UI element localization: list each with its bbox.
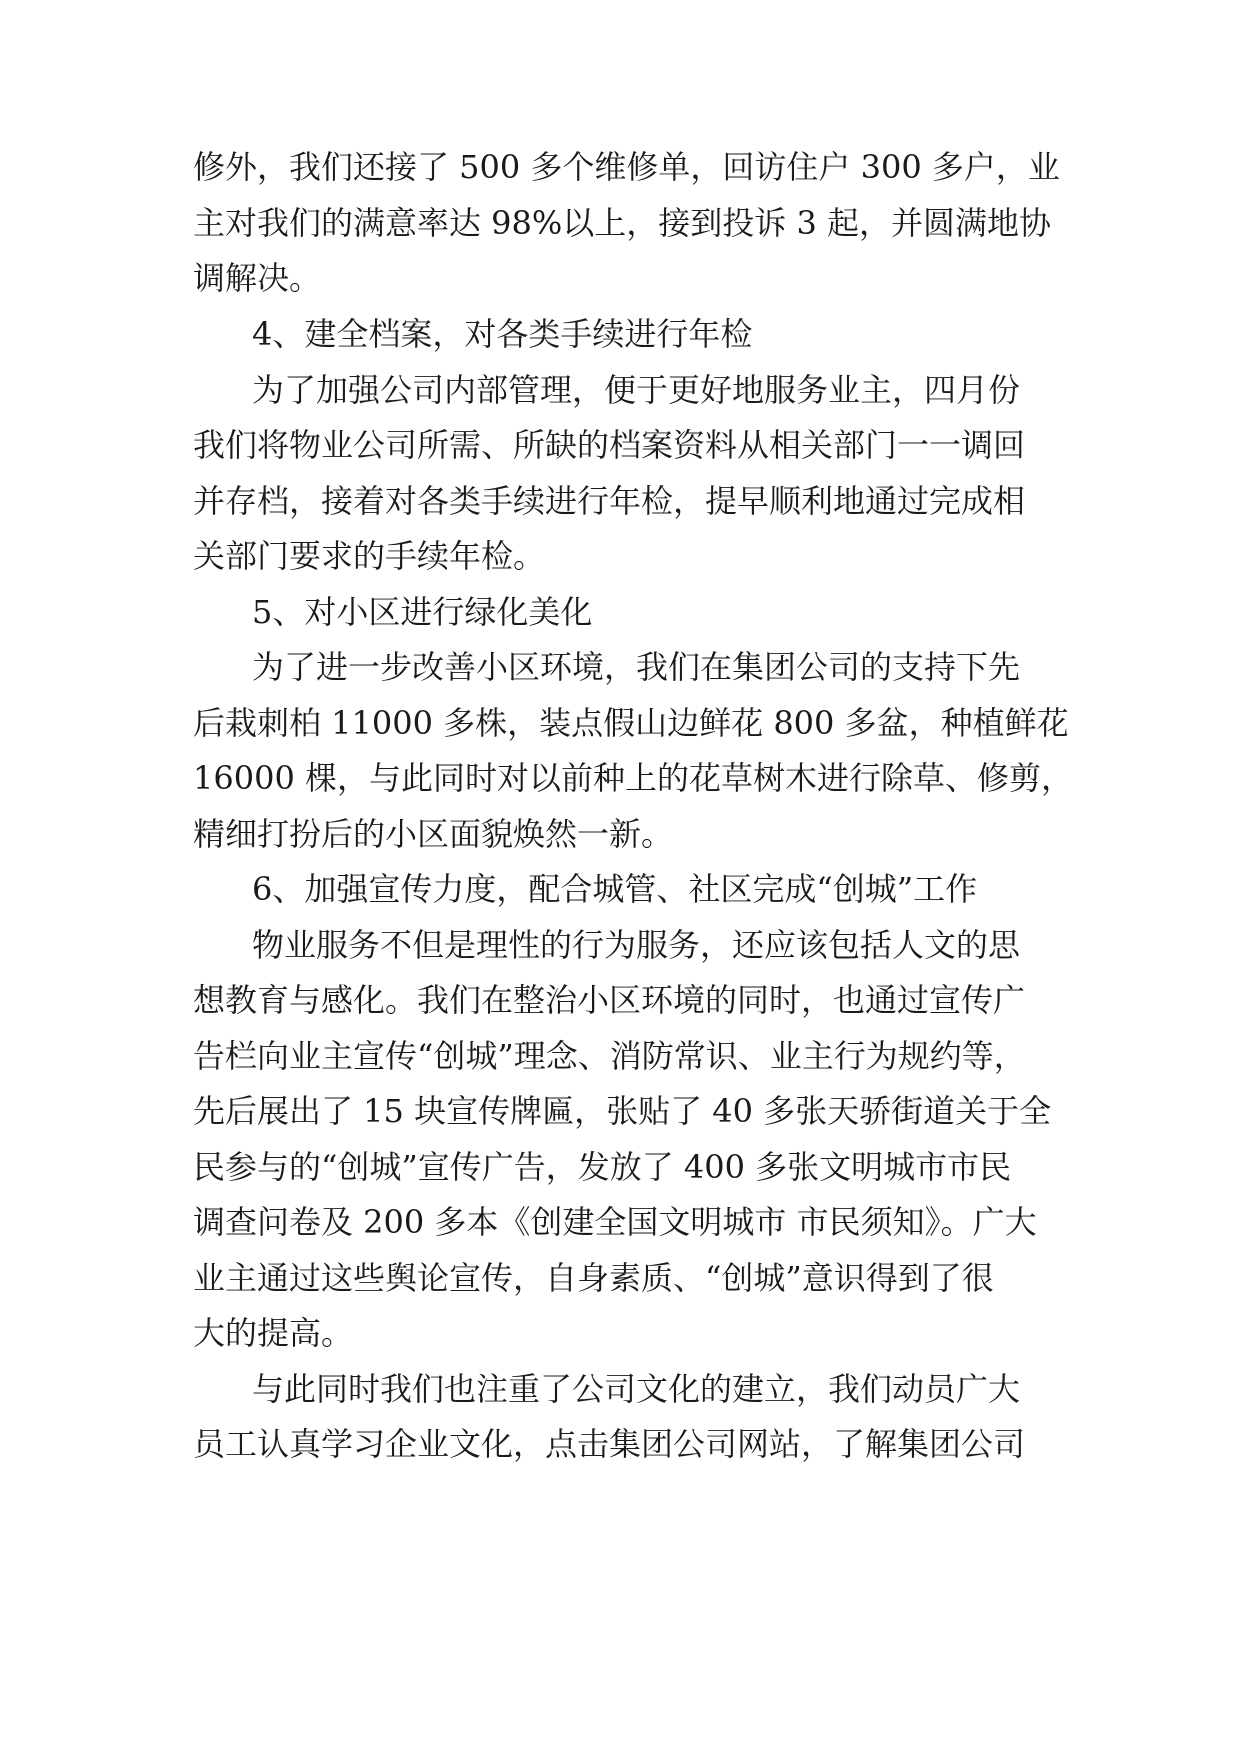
text-line: 为了进一步改善小区环境，我们在集团公司的支持下先 [252, 648, 1021, 686]
text-line: 为了加强公司内部管理，便于更好地服务业主，四月份 [252, 371, 1021, 409]
text-line: 民参与的“创城”宣传广告，发放了 400 多张文明城市市民 [193, 1148, 1012, 1186]
section-heading-4: 4、建全档案，对各类手续进行年检 [252, 315, 753, 353]
text-line: 物业服务不但是理性的行为服务，还应该包括人文的思 [252, 926, 1021, 964]
section-heading-6: 6、加强宣传力度，配合城管、社区完成“创城”工作 [252, 870, 978, 908]
text-line: 业主通过这些舆论宣传，自身素质、“创城”意识得到了很 [193, 1259, 994, 1297]
text-line: 与此同时我们也注重了公司文化的建立，我们动员广大 [252, 1370, 1021, 1408]
text-line: 先后展出了 15 块宣传牌匾，张贴了 40 多张天骄街道关于全 [193, 1092, 1052, 1130]
text-line: 并存档，接着对各类手续进行年检，提早顺利地通过完成相 [193, 482, 1026, 520]
section-heading-5: 5、对小区进行绿化美化 [252, 593, 593, 631]
text-line: 后栽刺柏 11000 多株，装点假山边鲜花 800 多盆，种植鲜花 [193, 704, 1069, 742]
text-line: 主对我们的满意率达 98%以上，接到投诉 3 起，并圆满地协 [193, 204, 1052, 242]
text-line: 调解决。 [193, 259, 322, 297]
text-line: 员工认真学习企业文化，点击集团公司网站，了解集团公司 [193, 1425, 1026, 1463]
text-line: 想教育与感化。我们在整治小区环境的同时，也通过宣传广 [193, 981, 1026, 1019]
text-line: 修外，我们还接了 500 多个维修单，回访住户 300 多户，业 [193, 148, 1060, 186]
text-line: 我们将物业公司所需、所缺的档案资料从相关部门一一调回 [193, 426, 1026, 464]
text-line: 关部门要求的手续年检。 [193, 537, 546, 575]
text-line: 告栏向业主宣传“创城”理念、消防常识、业主行为规约等， [193, 1037, 1026, 1075]
text-line: 精细打扮后的小区面貌焕然一新。 [193, 815, 674, 853]
text-line: 调查问卷及 200 多本《创建全国文明城市 市民须知》。广大 [193, 1203, 1037, 1241]
text-line: 大的提高。 [193, 1314, 354, 1352]
text-line: 16000 棵，与此同时对以前种上的花草树木进行除草、修剪， [193, 759, 1073, 797]
